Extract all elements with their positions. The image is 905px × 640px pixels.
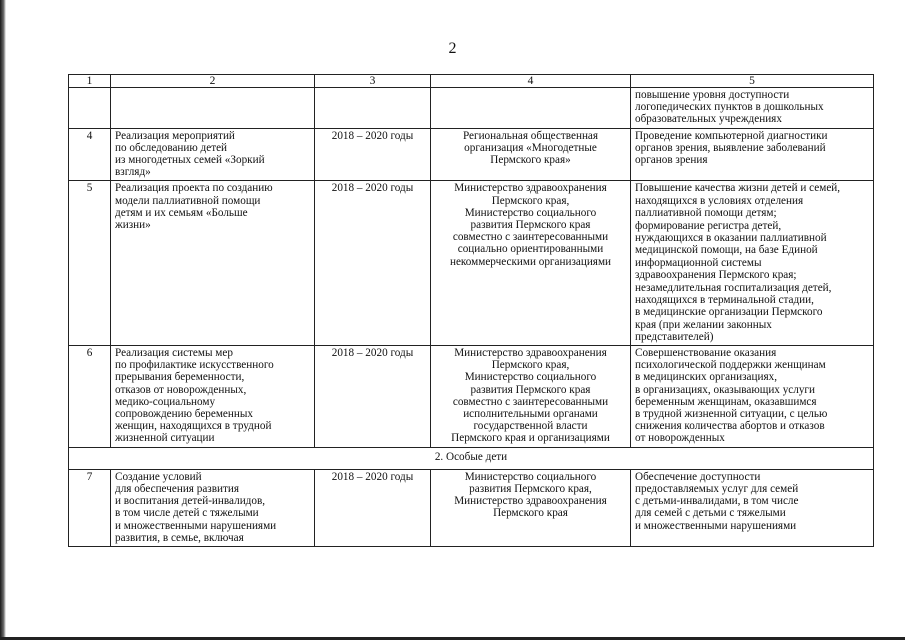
result-paragraph: [635, 182, 869, 219]
measure-line: для обеспечения развития: [115, 482, 240, 495]
result-line: для семей с детьми с тяжелыми: [635, 507, 786, 520]
executor-paragraph: [435, 471, 626, 520]
measure-line: Создание условий: [115, 470, 202, 483]
result-line: Повышение качества жизни детей и семей,: [635, 182, 841, 195]
result-line: представителей): [635, 330, 714, 343]
cell-number: 7: [69, 469, 111, 546]
cell-period: 2018 – 2020 годы: [315, 346, 431, 448]
result-line: нуждающихся в оказании паллиативной: [635, 232, 827, 245]
result-line: логопедических пунктов в дошкольных: [635, 101, 824, 114]
measures-table: [68, 74, 874, 547]
header-col-4: 4: [431, 75, 631, 88]
table-header-row: [69, 75, 874, 88]
cell-period: [315, 88, 431, 129]
result-line: снижения количества абортов и отказов: [635, 420, 825, 433]
executor-line: Министерство здравоохранения: [454, 182, 607, 195]
header-col-3: 3: [315, 75, 431, 88]
result-line: и множественными нарушениями: [635, 519, 797, 532]
cell-executor: [431, 88, 631, 129]
measure-line: модели паллиативной помощи: [115, 194, 261, 207]
measure-line: Реализация мероприятий: [115, 129, 235, 142]
executor-paragraph: [435, 347, 626, 371]
measure-line: медико-социальному: [115, 395, 216, 408]
result-line: Проведение компьютерной диагностики: [635, 129, 828, 142]
measure-line: и множественными нарушениями: [115, 519, 277, 532]
executor-line: организация «Многодетные: [464, 141, 597, 154]
cell-result: [631, 128, 874, 181]
cell-period: 2018 – 2020 годы: [315, 181, 431, 346]
table-row: [69, 346, 874, 448]
executor-line: развития Пермского края,: [469, 482, 592, 495]
executor-line: Пермского края,: [491, 194, 570, 207]
result-line: повышение уровня доступности: [635, 89, 790, 101]
result-paragraph: [635, 282, 869, 343]
result-line: здравоохранения Пермского края;: [635, 268, 797, 281]
table-row: [69, 128, 874, 181]
result-line: формирование регистра детей,: [635, 220, 782, 233]
result-line: в медицинские организации Пермского: [635, 306, 823, 319]
executor-line: Министерство социального: [464, 470, 597, 483]
result-line: в организациях, оказывающих услуги: [635, 383, 816, 396]
result-line: предоставляемых услуг для семей: [635, 482, 799, 495]
executor-line: Пермского края»: [490, 154, 571, 167]
cell-result: [631, 88, 874, 129]
result-line: находящихся в терминальной стадии,: [635, 294, 814, 307]
cell-executor: [431, 128, 631, 181]
executor-line: Пермского края и организациями: [451, 432, 610, 445]
measure-line: взгляд»: [115, 166, 151, 179]
result-line: медицинской помощи, на базе Единой: [635, 244, 818, 257]
measure-line: женщин, находящихся в трудной: [115, 420, 272, 433]
header-col-1: 1: [69, 75, 111, 88]
measure-line: отказов от новорожденных,: [115, 383, 247, 396]
executor-line: Министерство социального: [464, 371, 597, 384]
cell-number: [69, 88, 111, 129]
scan-edge-left: [0, 0, 6, 640]
result-line: беременным женщинам, оказавшимся: [635, 395, 817, 408]
header-col-5: 5: [631, 75, 874, 88]
cell-number: 5: [69, 181, 111, 346]
executor-line: Пермского края,: [491, 359, 570, 372]
cell-result: [631, 181, 874, 346]
result-paragraph: [635, 347, 869, 445]
cell-measure: [111, 128, 315, 181]
measure-line: детям и их семьям «Больше: [115, 206, 248, 219]
executor-line: некоммерческими организациями: [449, 255, 612, 268]
executor-line: исполнительными органами: [463, 408, 598, 421]
cell-measure: [111, 88, 315, 129]
cell-measure: [111, 346, 315, 448]
result-line: в медицинских организациях,: [635, 371, 778, 384]
page-number: 2: [448, 40, 457, 57]
executor-line: государственной власти: [473, 420, 588, 433]
measure-line: жизненной ситуации: [115, 432, 215, 445]
result-line: в трудной жизненной ситуации, с целью: [635, 408, 828, 421]
cell-result: [631, 469, 874, 546]
result-line: органов зрения, выявление заболеваний: [635, 141, 826, 154]
executor-line: Министерство здравоохранения: [454, 495, 607, 508]
executor-line: развития Пермского края: [470, 383, 591, 396]
section-title: 2. Особые дети: [69, 447, 874, 469]
executor-paragraph: [435, 130, 626, 167]
measure-line: по обследованию детей: [115, 141, 228, 154]
cell-result: [631, 346, 874, 448]
measure-line: Реализация проекта по созданию: [115, 182, 273, 195]
executor-paragraph: [435, 182, 626, 206]
cell-period: 2018 – 2020 годы: [315, 469, 431, 546]
executor-line: Министерство социального: [464, 206, 597, 219]
result-line: образовательных учреждениях: [635, 113, 782, 126]
result-line: органов зрения: [635, 154, 708, 167]
result-line: с детьми-инвалидами, в том числе: [635, 495, 799, 508]
executor-line: развития Пермского края: [470, 219, 591, 232]
executor-paragraph: [435, 207, 626, 268]
cell-measure: [111, 181, 315, 346]
executor-line: Министерство здравоохранения: [454, 347, 607, 360]
measure-line: в том числе детей с тяжелыми: [115, 507, 259, 520]
result-line: информационной системы: [635, 256, 762, 269]
table-row: [69, 469, 874, 546]
executor-paragraph: [435, 371, 626, 444]
result-line: от новорожденных: [635, 432, 725, 445]
result-line: психологической поддержки женщинам: [635, 359, 826, 372]
cell-executor: [431, 181, 631, 346]
table-row: [69, 88, 874, 129]
result-line: незамедлительная госпитализация детей,: [635, 282, 832, 295]
measure-line: из многодетных семей «Зоркий: [115, 154, 265, 167]
executor-line: социально ориентированными: [457, 243, 604, 256]
result-paragraph: [635, 89, 869, 126]
measure-line: сопровождению беременных: [115, 408, 253, 421]
cell-executor: [431, 346, 631, 448]
result-line: паллиативной помощи детям;: [635, 206, 777, 219]
result-paragraph: [635, 130, 869, 167]
result-paragraph: [635, 220, 869, 281]
cell-measure: [111, 469, 315, 546]
cell-period: 2018 – 2020 годы: [315, 128, 431, 181]
measures-table-body: [69, 75, 874, 547]
result-line: Обеспечение доступности: [635, 470, 761, 483]
executor-line: совместно с заинтересованными: [452, 395, 609, 408]
result-line: края (при желании законных: [635, 318, 772, 331]
result-line: Совершенствование оказания: [635, 347, 777, 360]
cell-number: 6: [69, 346, 111, 448]
result-line: находящихся в условиях отделения: [635, 194, 804, 207]
measure-line: прерывания беременности,: [115, 371, 245, 384]
executor-line: совместно с заинтересованными: [452, 231, 609, 244]
measure-line: жизни»: [115, 219, 151, 232]
section-row: [69, 447, 874, 469]
cell-executor: [431, 469, 631, 546]
measure-line: по профилактике искусственного: [115, 359, 274, 372]
executor-line: Пермского края: [493, 507, 568, 520]
measure-line: Реализация системы мер: [115, 347, 233, 360]
table-row: [69, 181, 874, 346]
measure-line: и воспитания детей-инвалидов,: [115, 495, 266, 508]
result-paragraph: [635, 471, 869, 532]
header-col-2: 2: [111, 75, 315, 88]
cell-number: 4: [69, 128, 111, 181]
executor-line: Региональная общественная: [462, 129, 599, 142]
measure-line: развития, в семье, включая: [115, 531, 244, 544]
